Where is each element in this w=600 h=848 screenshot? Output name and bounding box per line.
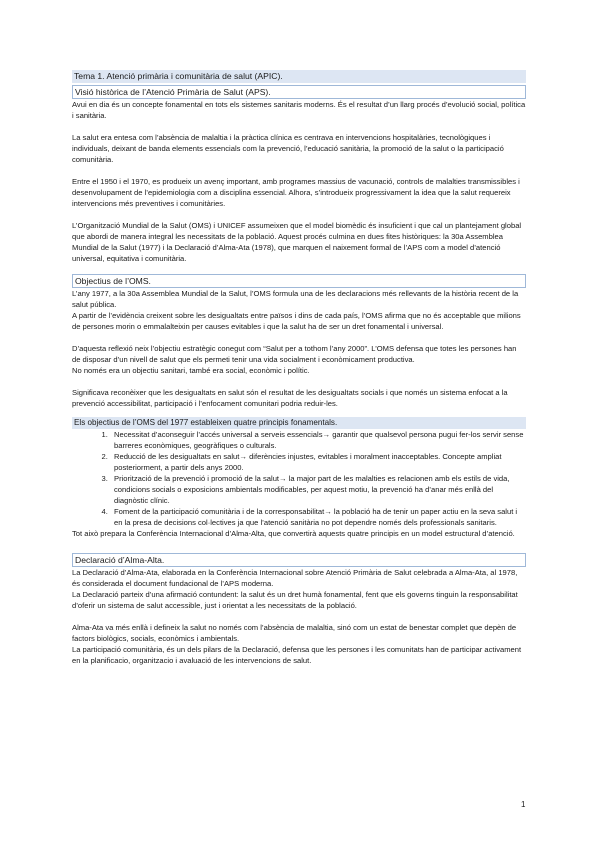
- list-item: 4. Foment de la participació comunitària i de la corresponsabilitat→ la població ha de tenir un paper actiu en la seva salut i en la presa de decisions col·lectives ja que l’atenció sanitària no pot dependre només dels professionals sanitaris.: [110, 506, 526, 528]
- paragraph: La Declaració d’Alma-Ata, elaborada en la Conferència Internacional sobre Atenció Primària de Salut celebrada a Alma-Ata, al 1978, és considerada el document fundacional de l’APS moderna.: [72, 568, 518, 588]
- paragraph: D’aquesta reflexió neix l’objectiu estratègic conegut com “Salut per a tothom l’any 2000”. L’OMS defensa que totes les persones han de disposar d’un nivell de salut que els permeti tenir una vida socialment i econòmicament productiva.: [72, 344, 517, 364]
- paragraph: Significava reconèixer que les desigualtats en salut són el resultat de les desigualtats socials i que només un sistema enfocat a la prevenció accessibilitat, participació i l’enfocament comunitari podria reduir-les.: [72, 388, 508, 408]
- list-item: 2. Reducció de les desigualtats en salut→ diferències injustes, evitables i moralment inacceptables. Concepte ampliat posteriorment, a partir dels anys 2000.: [110, 451, 526, 473]
- list-item: 3. Priorització de la prevenció i promoció de la salut→ la major part de les malalties es relacionen amb els estils de vida, condicions socials o exposicions ambientals modificables, per aquest motiu, la prevenció ha d’anar més enllà del diagnòstic clínic.: [110, 473, 526, 506]
- paragraph: La participació comunitària, és un dels pilars de la Declaració, defensa que les persones i les comunitats han de participar activament en la planificacio, organitzacio i avaluació de les intervencions de salut.: [72, 645, 522, 665]
- section-heading-who-objectives: Objectius de l’OMS.: [72, 274, 526, 288]
- paragraph: Avui en dia és un concepte fonamental en tots els sistemes sanitaris moderns. És el resultat d’un llarg procés d’evolució social, política i sanitària.: [72, 100, 526, 120]
- page-number: 1: [521, 800, 526, 809]
- section-heading-alma-ata: Declaració d’Alma-Alta.: [72, 553, 526, 567]
- paragraph: Tot això prepara la Conferència Internacional d’Alma-Alta, que convertirà aquests quatre principis en un model estructural d’atenció.: [72, 529, 515, 538]
- section-heading-history: Visió històrica de l’Atenció Primària de Salut (APS).: [72, 85, 526, 99]
- principles-intro: Els objectius de l’OMS del 1977 estableixen quatre principis fonamentals.: [72, 417, 526, 429]
- principles-list: [72, 429, 526, 528]
- document-title: Tema 1. Atenció primària i comunitària de salut (APIC).: [72, 70, 526, 83]
- paragraph: L’any 1977, a la 30a Assemblea Mundial de la Salut, l’OMS formula una de les declaracions més rellevants de la història recent de la salut pública.: [72, 289, 519, 309]
- document-page: [72, 70, 526, 666]
- paragraph: A partir de l’evidència creixent sobre les desigualtats entre països i dins de cada país, l’OMS afirma que no és acceptable que milions de persones morin o emmalalteixin per causes evitables i que la salut ha de ser un dret fonamental i universal.: [72, 311, 521, 331]
- paragraph: L’Organització Mundial de la Salut (OMS) i UNICEF assumeixen que el model biomèdic és insuficient i que cal un plantejament global que abordi de manera integral les necessitats de la població. Aquest procés culmina en dues fites històriques: la 30a Assemblea Mundial de la Salut (1977) i la Declaració d’Alma-Ata (1978), que marquen el naixement formal de l’APS com a model d’atenció universal, equitativa i comunitària.: [72, 221, 522, 263]
- list-item: 1. Necessitat d’aconseguir l’accés universal a serveis essencials→ garantir que qualsevol persona pugui fer-los servir sense barreres econòmiques, geogràfiques o culturals.: [110, 429, 526, 451]
- paragraph: Entre el 1950 i el 1970, es produeix un avenç important, amb programes massius de vacunació, controls de malalties transmissibles i desenvolupament de l’epidemiologia com a disciplina essencial. Alhora, s’introdueix progressivament la idea que la salut requereix intervencions més preventives i comunitàries.: [72, 177, 520, 208]
- paragraph: La Declaració parteix d’una afirmació contundent: la salut és un dret humà fonamental, fent que els governs tinguin la responsabilitat d’oferir un sistema de salut accessible, just i orientat a les necessitats de la població.: [72, 590, 518, 610]
- paragraph: La salut era entesa com l’absència de malaltia i la pràctica clínica es centrava en intervencions hospitalàries, tecnològiques i individuals, deixant de banda elements essencials com la prevenció, l’educació sanitària, la promoció de la salut o la participació comunitària.: [72, 133, 504, 164]
- paragraph: Alma-Ata va més enllà i defineix la salut no només com l’absència de malaltia, sinó com un estat de benestar complet que depèn de factors biològics, socials, econòmics i ambientals.: [72, 623, 517, 643]
- paragraph: No només era un objectiu sanitari, també era social, econòmic i polític.: [72, 366, 310, 375]
